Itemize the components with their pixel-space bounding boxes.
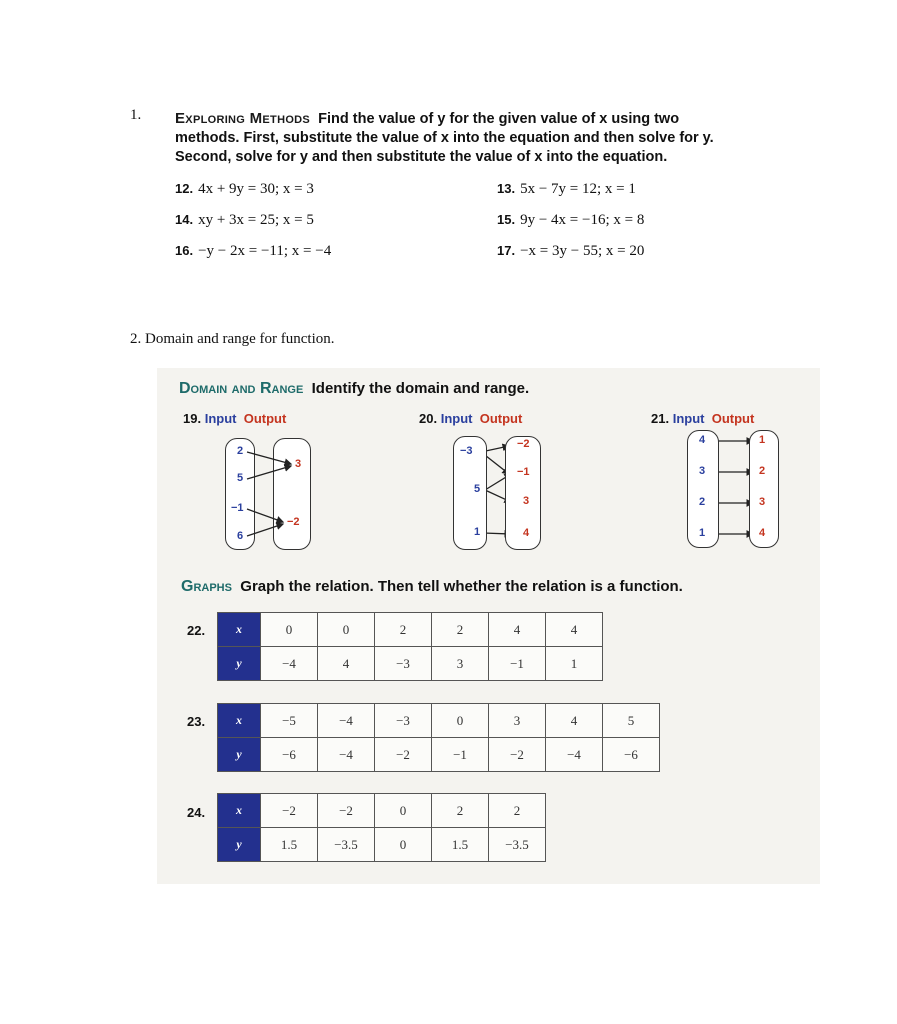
question-2-title: 2. Domain and range for function.: [130, 331, 335, 347]
table-cell: 0: [318, 613, 375, 647]
table-cell: 3: [489, 704, 546, 738]
table-cell: −2: [318, 794, 375, 828]
table-cell: −3.5: [489, 828, 546, 862]
mapping-20-output-4: 4: [523, 527, 530, 539]
exercise-15: 15. 9y − 4x = −16; x = 8: [497, 212, 645, 228]
table-24-x-row: [218, 794, 546, 828]
table-cell: −5: [261, 704, 318, 738]
exercise-16: 16. −y − 2x = −11; x = −4: [175, 243, 332, 259]
mapping-19-header: 19. Input Output: [183, 411, 287, 426]
table-cell: −6: [603, 738, 660, 772]
heading-text-3: Second, solve for y and then substitute the value of x into the equation.: [175, 149, 668, 165]
exploring-methods-heading: [175, 109, 815, 167]
mapping-21-input-1: 4: [699, 434, 706, 446]
table-cell: −4: [318, 738, 375, 772]
graphs-heading: [181, 578, 683, 596]
mapping-21-output-4: 4: [759, 527, 766, 539]
mapping-20-output-2: −1: [517, 466, 530, 478]
arrow-19-c: [247, 509, 283, 522]
mapping-21-output-3: 3: [759, 496, 766, 508]
heading-text-1: Find the value of y for the given value of x using two: [318, 111, 680, 127]
table-22: [217, 612, 603, 681]
exploring-methods-label: Exploring Methods: [175, 110, 311, 127]
mapping-19-input-4: 6: [237, 530, 244, 542]
graphs-label: Graphs: [181, 578, 232, 595]
table-cell: 0: [375, 828, 432, 862]
table-cell: 3: [432, 647, 489, 681]
domain-range-instruction: Identify the domain and range.: [311, 380, 530, 397]
heading-text-2: methods. First, substitute the value of x into the equation and then solve for y.: [175, 130, 714, 146]
mapping-20-header: 20. Input Output: [419, 411, 523, 426]
textbook-photo: [157, 368, 820, 884]
table-row-header: y: [218, 738, 261, 772]
table-cell: 4: [318, 647, 375, 681]
exercise-13: 13. 5x − 7y = 12; x = 1: [497, 181, 636, 197]
question-1-number: 1.: [130, 107, 142, 123]
table-24-y-row: [218, 828, 546, 862]
table-cell: 0: [375, 794, 432, 828]
exercise-17: 17. −x = 3y − 55; x = 20: [497, 243, 645, 259]
mapping-20-output-3: 3: [523, 495, 530, 507]
mapping-20-input-2: 5: [474, 483, 481, 495]
x-header: x: [218, 613, 261, 647]
table-cell: −6: [261, 738, 318, 772]
mapping-19-output-1: 3: [295, 458, 302, 470]
mapping-21-input-3: 2: [699, 496, 706, 508]
arrow-19-a: [247, 452, 291, 464]
table-cell: 4: [489, 613, 546, 647]
mapping-19-input-3: −1: [231, 502, 244, 514]
table-22-number: 22.: [187, 623, 206, 638]
mapping-19-input-2: 5: [237, 472, 244, 484]
table-cell: 4: [546, 613, 603, 647]
table-cell: −4: [261, 647, 318, 681]
table-cell: −2: [489, 738, 546, 772]
table-cell: −1: [432, 738, 489, 772]
table-cell: 5: [603, 704, 660, 738]
table-cell: 2: [432, 613, 489, 647]
table-cell: −3: [375, 704, 432, 738]
table-23-y-row: [218, 738, 660, 772]
mapping-19-input-1: 2: [237, 445, 244, 457]
table-22-x-row: [218, 613, 603, 647]
table-cell: −3.5: [318, 828, 375, 862]
mapping-20-output-1: −2: [517, 438, 530, 450]
table-cell: −4: [318, 704, 375, 738]
mapping-20-input-1: −3: [460, 445, 473, 457]
table-23-x-row: [218, 704, 660, 738]
table-cell: 2: [489, 794, 546, 828]
table-22-y-row: [218, 647, 603, 681]
mapping-19-output-2: −2: [287, 516, 300, 528]
mapping-21-input-2: 3: [699, 465, 706, 477]
table-24-number: 24.: [187, 805, 206, 820]
table-cell: 1: [546, 647, 603, 681]
table-cell: 1.5: [432, 828, 489, 862]
table-23: [217, 703, 660, 772]
table-cell: −2: [261, 794, 318, 828]
table-row-header: y: [218, 828, 261, 862]
y-header: y: [218, 647, 261, 681]
mapping-21-header: 21. Input Output: [651, 411, 755, 426]
table-row-header: x: [218, 794, 261, 828]
table-24: [217, 793, 546, 862]
mapping-20-input-3: 1: [474, 526, 481, 538]
table-cell: 0: [432, 704, 489, 738]
table-row-header: x: [218, 704, 261, 738]
table-cell: 2: [375, 613, 432, 647]
exercise-14: 14. xy + 3x = 25; x = 5: [175, 212, 314, 228]
table-23-number: 23.: [187, 714, 206, 729]
mapping-21-output-2: 2: [759, 465, 766, 477]
table-cell: −3: [375, 647, 432, 681]
mapping-21-input-4: 1: [699, 527, 706, 539]
table-cell: 1.5: [261, 828, 318, 862]
table-cell: 4: [546, 704, 603, 738]
mapping-21-output-1: 1: [759, 434, 766, 446]
table-cell: −2: [375, 738, 432, 772]
table-cell: 0: [261, 613, 318, 647]
arrow-19-b: [247, 466, 291, 479]
table-cell: 2: [432, 794, 489, 828]
graphs-instruction: Graph the relation. Then tell whether the relation is a function.: [240, 578, 683, 595]
arrow-19-d: [247, 524, 283, 536]
domain-range-label: Domain and Range: [179, 380, 304, 397]
table-cell: −1: [489, 647, 546, 681]
table-cell: −4: [546, 738, 603, 772]
exercise-12: 12. 4x + 9y = 30; x = 3: [175, 181, 314, 197]
